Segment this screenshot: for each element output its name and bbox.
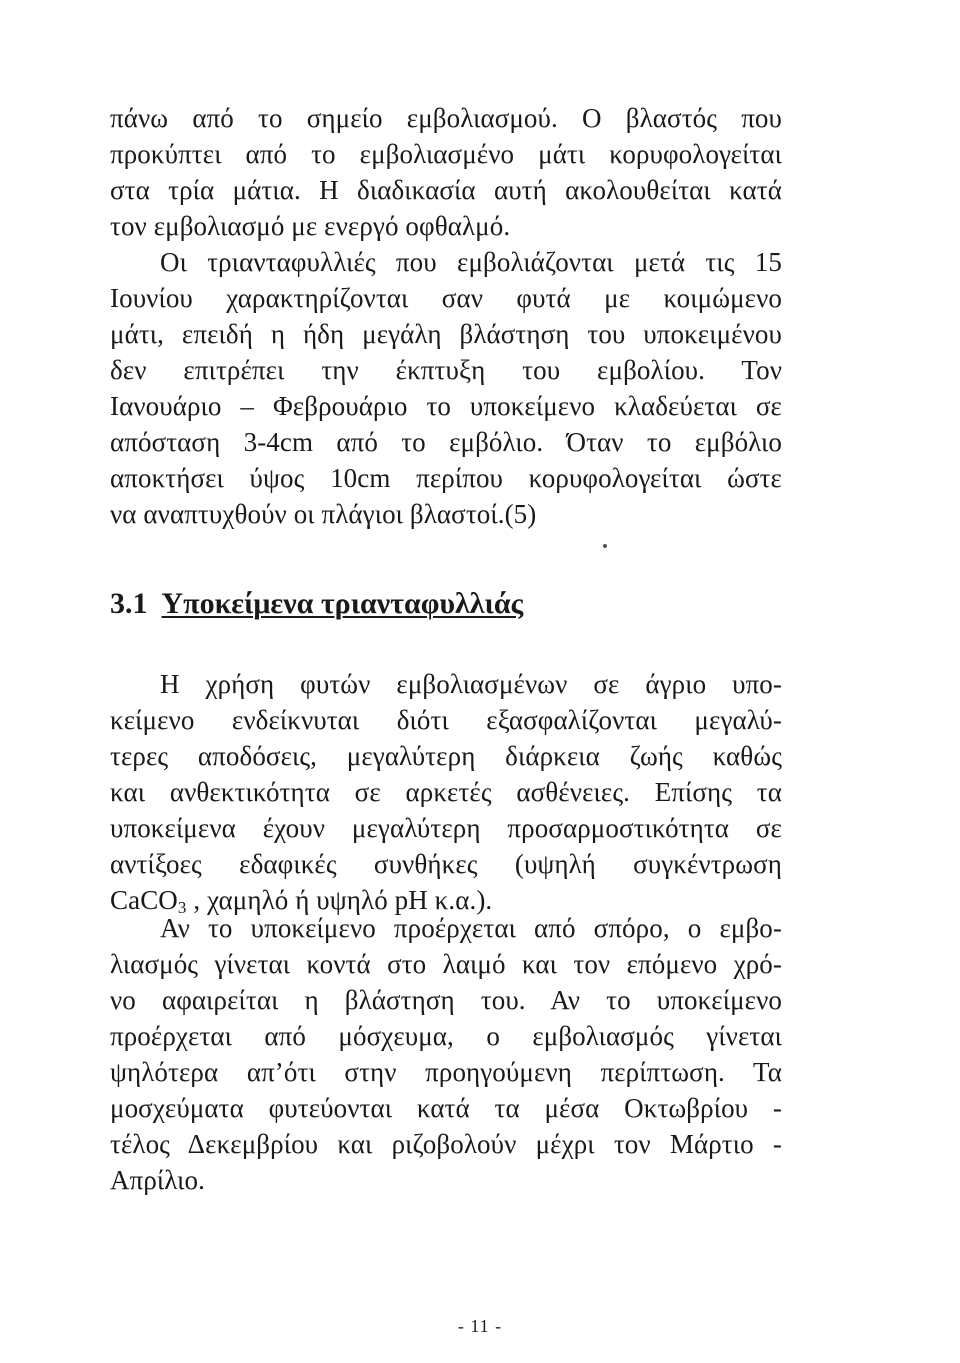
text-line: μάτι, επειδή η ήδη μεγάλη βλάστηση του υποκειμένου — [110, 319, 782, 349]
text-line: Αν το υποκείμενο προέρχεται από σπόρο, ο εμβο- — [160, 913, 782, 943]
text-line: Ιουνίου χαρακτηρίζονται σαν φυτά με κοιμώμενο — [110, 283, 782, 313]
text-line: Απρίλιο. — [110, 1165, 205, 1195]
text-line: δεν επιτρέπει την έκπτυξη του εμβολίου. Τον — [110, 355, 782, 385]
text-line: προέρχεται από μόσχευμα, ο εμβολιασμός γίνεται — [110, 1021, 782, 1051]
section-number: 3.1 — [110, 587, 148, 620]
page-number: - 11 - — [457, 1316, 503, 1336]
text-line: προκύπτει από το εμβολιασμένο μάτι κορυφολογείται — [110, 139, 782, 169]
section-title: Υποκείμενα τριανταφυλλιάς — [161, 587, 524, 620]
text-line: και ανθεκτικότητα σε αρκετές ασθένειες. Επίσης τα — [110, 777, 782, 807]
text-line: Η χρήση φυτών εμβολιασμένων σε άγριο υπο- — [160, 669, 782, 699]
text-line: Οι τριανταφυλλιές που εμβολιάζονται μετά τις 15 — [160, 247, 782, 277]
text-line: κείμενο ενδείκνυται διότι εξασφαλίζονται μεγαλύ- — [110, 705, 782, 735]
text-line: πάνω από το σημείο εμβολιασμού. Ο βλαστός που — [110, 103, 782, 133]
text-line: υποκείμενα έχουν μεγαλύτερη προσαρμοστικότητα σε — [110, 813, 782, 843]
text-line: Ιανουάριο – Φεβρουάριο το υποκείμενο κλαδεύεται σε — [110, 391, 782, 421]
formula-rest: , χαμηλό ή υψηλό pH κ.α.). — [186, 885, 493, 915]
text-line: μοσχεύματα φυτεύονται κατά τα μέσα Οκτωβρίου - — [110, 1093, 782, 1123]
text-line: να αναπτυχθούν οι πλάγιοι βλαστοί.(5) — [110, 499, 537, 529]
text-line: ψηλότερα απ’ότι στην προηγούμενη περίπτωση. Τα — [110, 1057, 782, 1087]
text-line: λιασμός γίνεται κοντά στο λαιμό και τον επόμενο χρό- — [110, 949, 782, 979]
text-line: τερες αποδόσεις, μεγαλύτερη διάρκεια ζωής καθώς — [110, 741, 782, 771]
stray-dot — [603, 544, 607, 548]
text-line: νο αφαιρείται η βλάστηση του. Αν το υποκείμενο — [110, 985, 782, 1015]
formula-subscript: 3 — [177, 898, 187, 917]
text-line: αποκτήσει ύψος 10cm περίπου κορυφολογείται ώστε — [110, 463, 782, 493]
formula-base: CaCO — [110, 885, 178, 915]
text-line: τον εμβολιασμό με ενεργό οφθαλμό. — [110, 211, 511, 241]
text-line: στα τρία μάτια. Η διαδικασία αυτή ακολουθείται κατά — [110, 175, 782, 205]
text-line: τέλος Δεκεμβρίου και ριζοβολούν μέχρι τον Μάρτιο - — [110, 1129, 782, 1159]
section-heading — [110, 584, 523, 624]
text-line: αντίξοες εδαφικές συνθήκες (υψηλή συγκέντρωση — [110, 849, 782, 879]
text-line: απόσταση 3-4cm από το εμβόλιο. Όταν το εμβόλιο — [110, 427, 782, 457]
